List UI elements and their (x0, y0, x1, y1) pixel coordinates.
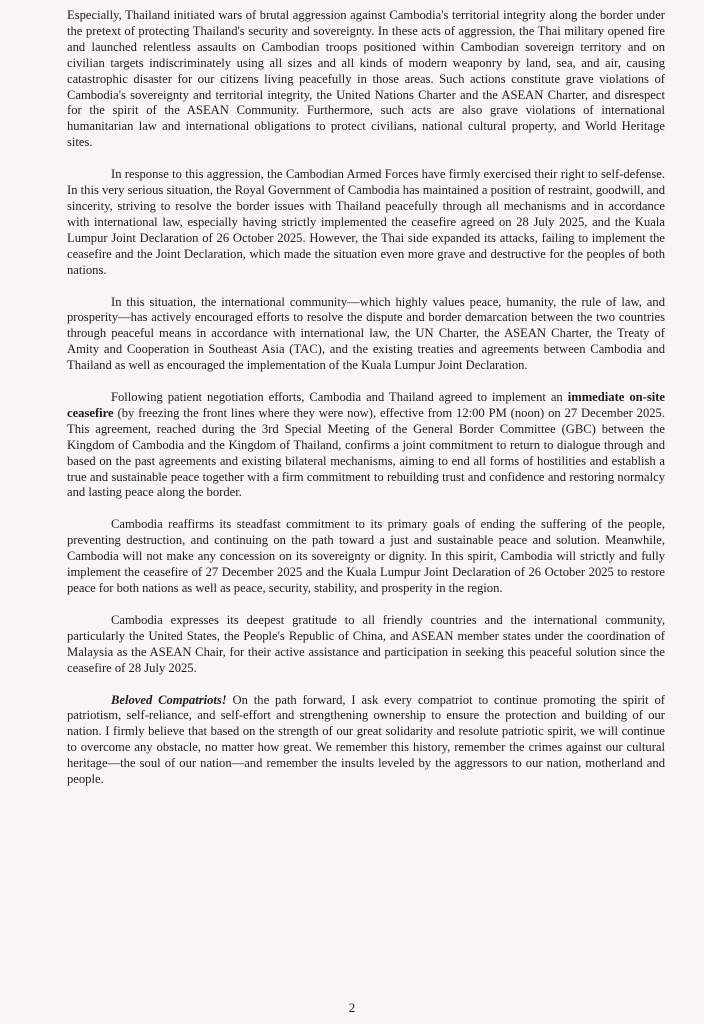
ceasefire-emphasis: immediate on-site ceasefire (67, 390, 665, 420)
paragraph-ceasefire-body: (by freezing the front lines where they were now), effective from 12:00 PM (noon) on 27 December 2025. This agreement, reached during the 3rd Special Meeting of the General Border Committee (GBC) between the Kingdom of Cambodia and the Kingdom of Thailand, confirms a joint commitment to return to dialogue through and based on the past agreements and existing bilateral mechanisms, aiming to end all forms of hostilities and establish a true and sustainable peace together with a firm commitment to rebuilding trust and confidence and restoring normalcy and lasting peace along the border. (67, 405, 665, 500)
paragraph-self-defense: In response to this aggression, the Cambodian Armed Forces have firmly exercised their right to self-defense. In this very serious situation, the Royal Government of Cambodia has maintained a position of restraint, goodwill, and sincerity, striving to resolve the border issues with Thailand peacefully through all mechanisms and in accordance with international law, especially having strictly implemented the ceasefire agreed on 28 July 2025, and the Kuala Lumpur Joint Declaration of 26 October 2025. However, the Thai side expanded its attacks, failing to implement the ceasefire and the Joint Declaration, which made the situation even more grave and destructive for the peoples of both nations. (67, 167, 665, 277)
compatriots-lead: Beloved Compatriots! (111, 692, 227, 707)
paragraph-ceasefire-intro: Following patient negotiation efforts, Cambodia and Thailand agreed to implement an (111, 390, 568, 405)
paragraph-compatriots (67, 693, 665, 788)
page-number: 2 (348, 1000, 356, 1015)
paragraph-compatriots-body: On the path forward, I ask every compatriot to continue promoting the spirit of patriotism, self-reliance, and self-effort and strengthening ownership to ensure the protection and building of our nation. I firmly believe that based on the strength of our great solidarity and resolute patriotic spirit, we will continue to overcome any obstacle, no matter how great. We remember this history, remember the crimes against our cultural heritage—the soul of our nation—and remember the insults leveled by the aggressors to our nation, motherland and people. (67, 692, 665, 787)
paragraph-gratitude: Cambodia expresses its deepest gratitude to all friendly countries and the international community, particularly the United States, the People's Republic of China, and ASEAN member states under the coordination of Malaysia as the ASEAN Chair, for their active assistance and participation in seeking this peaceful solution since the ceasefire of 28 July 2025. (67, 612, 665, 675)
paragraph-commitment: Cambodia reaffirms its steadfast commitment to its primary goals of ending the suffering of the people, preventing destruction, and continuing on the path toward a just and sustainable peace and solution. Meanwhile, Cambodia will not make any concession on its sovereignty or dignity. In this spirit, Cambodia will strictly and fully implement the ceasefire of 27 December 2025 and the Kuala Lumpur Joint Declaration of 26 October 2025 to restore peace for both nations as well as peace, security, stability, and prosperity in the region. (67, 517, 665, 595)
paragraph-international-community: In this situation, the international community—which highly values peace, humanity, the rule of law, and prosperity—has actively encouraged efforts to resolve the dispute and border demarcation between the two countries through peaceful means in accordance with international law, the UN Charter, the ASEAN Charter, the Treaty of Amity and Cooperation in Southeast Asia (TAC), and the existing treaties and agreements between Cambodia and Thailand as well as encouraged the implementation of the Kuala Lumpur Joint Declaration. (67, 294, 665, 373)
paragraph-ceasefire-agreement (67, 390, 665, 501)
paragraph-aggression: Especially, Thailand initiated wars of brutal aggression against Cambodia's territorial integrity along the border under the pretext of protecting Thailand's security and sovereignty. In these acts of aggression, the Thai military opened fire and launched relentless assaults on Cambodian troops positioned within Cambodian sovereign territory and on civilian targets indiscriminately using all sizes and all kinds of modern weaponry by land, sea, and air, causing catastrophic disaster for our citizens living peacefully in those areas. Such actions constitute grave violations of Cambodia's sovereignty and territorial integrity, the United Nations Charter and the ASEAN Charter, and disrespect for the spirit of the ASEAN Community. Furthermore, such acts are also grave violations of international humanitarian law and international obligations to protect civilians, national cultural property, and World Heritage sites. (67, 8, 665, 150)
